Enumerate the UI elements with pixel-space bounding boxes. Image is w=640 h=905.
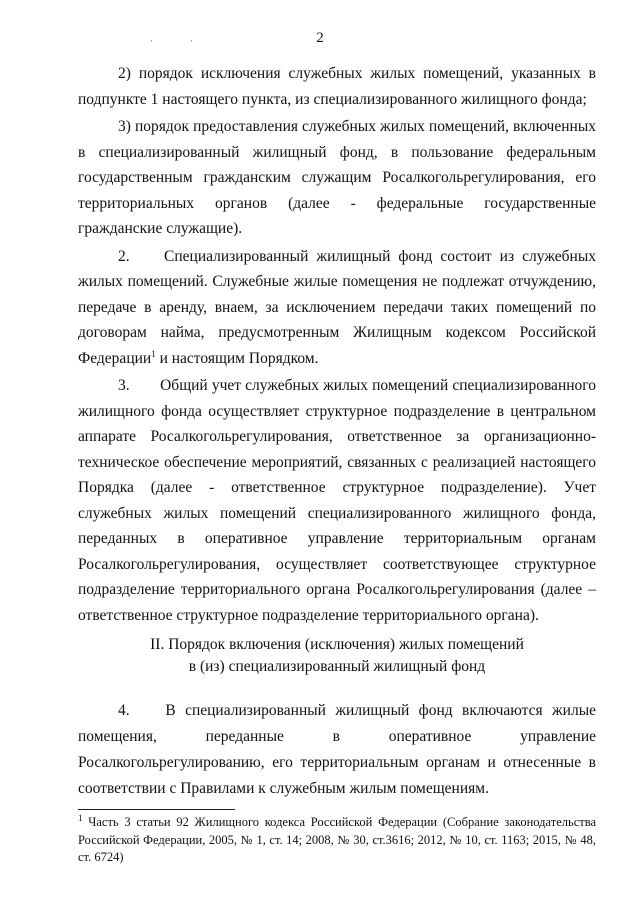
paragraph-text: Общий учет служебных жилых помещений специализированного жилищного фонда осуществляет структурное подразделение в центральном аппарате Росалкогольрегулирования, ответственное за организационно-техническое обеспечение мероприятий, связанных с реализацией настоящего Порядка (далее - ответственное структурное подразделение). Учет служебных жилых помещений специализированного жилищного фонда, переданных в оперативное управление территориальным органам Росалкогольрегулирования, осуществляет соответствующее структурное подразделение территориального органа Росалкогольрегулирования (далее – ответственное структурное подразделение территориального органа). <box>78 377 597 624</box>
page-number: 2 <box>316 30 324 46</box>
footnote-marker: 1 <box>78 812 83 823</box>
paragraph-number: 2. <box>118 247 130 265</box>
section-heading <box>78 634 596 678</box>
paragraph-text: Специализированный жилищный фонд состоит из служебных жилых помещений. Служебные жилые помещения не подлежат отчуждению, передаче в аренду, внаем, за исключением передачи таких помещений по договорам найма, предусмотренным Жилищным кодексом Российской Федерации <box>78 247 596 367</box>
paragraph-tail: и настоящим Порядком. <box>155 349 319 367</box>
footnote <box>78 814 596 867</box>
document-body <box>78 61 596 628</box>
paragraph-number: 4. <box>118 702 130 719</box>
section-heading-line-2: в (из) специализированный жилищный фонд <box>188 658 486 675</box>
footnote-reference: 1 <box>151 348 156 359</box>
paragraph-2 <box>78 244 596 372</box>
paragraph-text: В специализированный жилищный фонд включаются жилые помещения, переданные в оперативное управление Росалкогольрегулированию, его территориальным органам и отнесенные в соответствии с Правилами к служебным жилым помещениям. <box>78 702 596 797</box>
footnote-text: Часть 3 статьи 92 Жилищного кодекса Российской Федерации (Собрание законодательства Российской Федерации, 2005, № 1, ст. 14; 2008, № 30, ст.3616; 2012, № 10, ст. 1163; 2015, № 48, ст. 6724) <box>78 815 596 864</box>
paragraph-subitem-3: 3) порядок предоставления служебных жилых помещений, включенных в специализированный жилищный фонд, в пользование федеральным государственным гражданским служащим Росалкогольрегулирования, его территориальных органов (далее - федеральные государственные гражданские служащие). <box>78 118 596 237</box>
paragraph-3 <box>78 373 596 628</box>
paragraph-4 <box>78 698 596 802</box>
section-heading-line-1: II. Порядок включения (исключения) жилых помещений <box>150 636 524 653</box>
scan-marks: ‚ , <box>150 34 193 43</box>
paragraph-number: 3. <box>118 377 130 394</box>
footnote-divider <box>78 809 235 810</box>
paragraph-subitem-2: 2) порядок исключения служебных жилых помещений, указанных в подпункте 1 настоящего пункта, из специализированного жилищного фонда; <box>78 65 596 108</box>
